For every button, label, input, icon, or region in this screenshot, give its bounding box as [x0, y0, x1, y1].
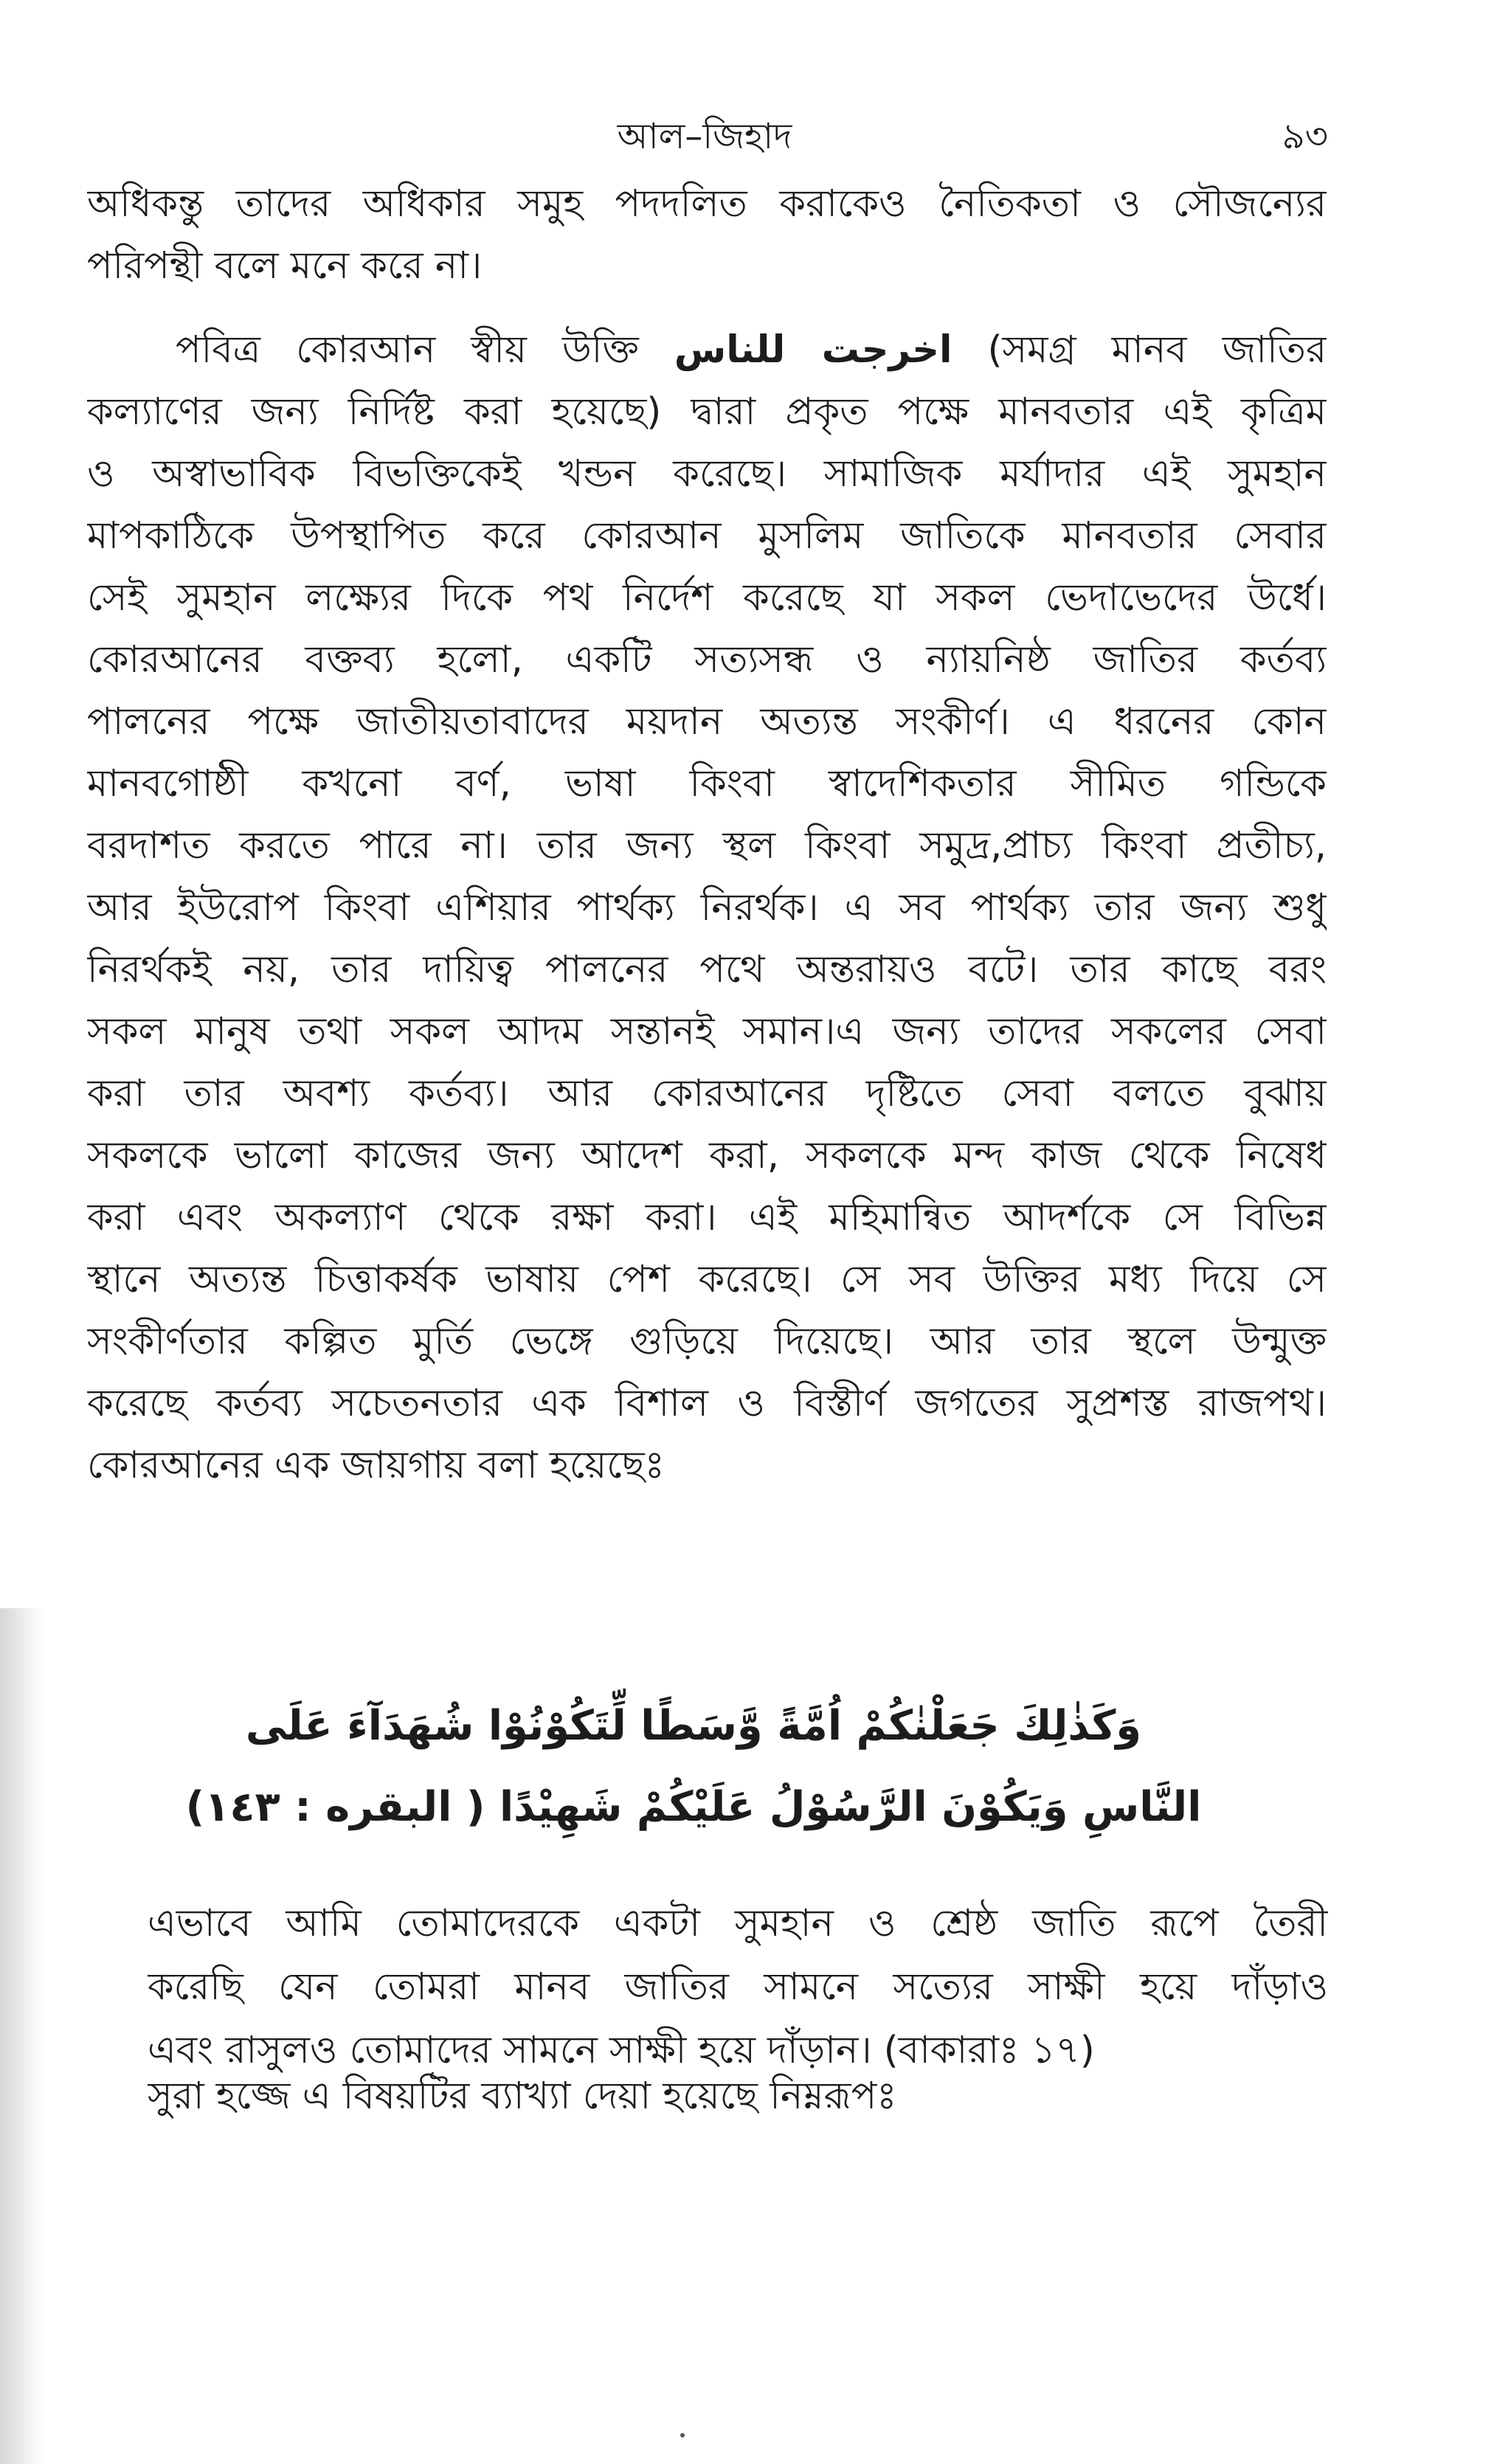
- running-title: আল–জিহাদ: [617, 116, 792, 157]
- text-line: মানবগোষ্ঠী কখনো বর্ণ, ভাষা কিংবা স্বাদেশিকতার সীমিত গন্ডিকে: [87, 762, 1327, 806]
- text-line: কোরআনের বক্তব্য হলো, একটি সত্যসন্ধ ও ন্যায়নিষ্ঠ জাতির কর্তব্য: [87, 638, 1327, 682]
- text-line: করেছে কর্তব্য সচেতনতার এক বিশাল ও বিস্তীর্ণ জগতের সুপ্রশস্ত রাজপথ।: [87, 1382, 1327, 1425]
- verse-translation: [148, 1892, 1328, 2083]
- print-speck: [680, 2433, 685, 2437]
- text-line: সুরা হজ্জে এ বিষয়টির ব্যাখ্যা দেয়া হয়েছে নিম্নরূপঃ: [148, 2074, 897, 2118]
- closing-paragraph: [148, 2066, 1328, 2128]
- text-line: করা তার অবশ্য কর্তব্য। আর কোরআনের দৃষ্টিতে সেবা বলতে বুঝায়: [87, 1072, 1327, 1115]
- text-line: পালনের পক্ষে জাতীয়তাবাদের ময়দান অত্যন্ত সংকীর্ণ। এ ধরনের কোন: [87, 700, 1327, 744]
- text-segment: (সমগ্র মানব জাতির: [987, 328, 1327, 372]
- text-line: বরদাশত করতে পারে না। তার জন্য স্থল কিংবা সমুদ্র,প্রাচ্য কিংবা প্রতীচ্য,: [87, 824, 1327, 868]
- text-segment: পবিত্র কোরআন স্বীয় উক্তি: [176, 328, 639, 372]
- page-number: ৯৩: [1282, 116, 1328, 157]
- text-line: করেছি যেন তোমরা মানব জাতির সামনে সত্যের সাক্ষী হয়ে দাঁড়াও: [148, 1965, 1328, 2009]
- text-line: সেই সুমহান লক্ষ্যের দিকে পথ নির্দেশ করেছে যা সকল ভেদাভেদের উর্ধে।: [87, 576, 1327, 620]
- text-line: ও অস্বাভাবিক বিভক্তিকেই খন্ডন করেছে। সামাজিক মর্যাদার এই সুমহান: [87, 452, 1327, 496]
- paragraph-gap: [87, 297, 1327, 319]
- text-line: অধিকন্তু তাদের অধিকার সমুহ পদদলিত করাকেও নৈতিকতা ও সৌজন্যের: [87, 182, 1327, 226]
- text-line: সকলকে ভালো কাজের জন্য আদেশ করা, সকলকে মন্দ কাজ থেকে নিষেধ: [87, 1134, 1327, 1177]
- text-line: এবং রাসুলও তোমাদের সামনে সাক্ষী হয়ে দাঁড়ান। (বাকারাঃ ১৭): [148, 2029, 1095, 2072]
- quran-verse: [148, 1686, 1239, 1848]
- text-line: আর ইউরোপ কিংবা এশিয়ার পার্থক্য নিরর্থক। এ সব পার্থক্য তার জন্য শুধু: [87, 886, 1327, 930]
- text-line: করা এবং অকল্যাণ থেকে রক্ষা করা। এই মহিমান্বিত আদর্শকে সে বিভিন্ন: [87, 1196, 1327, 1239]
- text-line: পরিপন্থী বলে মনে করে না।: [87, 244, 483, 288]
- running-header: [96, 107, 1328, 166]
- text-line: নিরর্থকই নয়, তার দায়িত্ব পালনের পথে অন্তরায়ও বটে। তার কাছে বরং: [87, 948, 1327, 992]
- text-line: কল্যাণের জন্য নির্দিষ্ট করা হয়েছে) দ্বারা প্রকৃত পক্ষে মানবতার এই কৃত্রিম: [87, 390, 1327, 434]
- page-gutter-shadow: [0, 1608, 44, 2464]
- text-line: স্থানে অত্যন্ত চিত্তাকর্ষক ভাষায় পেশ করেছে। সে সব উক্তির মধ্য দিয়ে সে: [87, 1258, 1327, 1301]
- text-line-with-arabic: [87, 319, 1327, 381]
- verse-line: وَكَذٰلِكَ جَعَلْنٰكُمْ اُمَّةً وَّسَطًا لِّتَكُوْنُوْا شُهَدَآءَ عَلَى: [245, 1702, 1142, 1750]
- text-line: এভাবে আমি তোমাদেরকে একটা সুমহান ও শ্রেষ্ঠ জাতি রূপে তৈরী: [148, 1902, 1328, 1945]
- text-line: মাপকাঠিকে উপস্থাপিত করে কোরআন মুসলিম জাতিকে মানবতার সেবার: [87, 514, 1327, 558]
- text-line: সংকীর্ণতার কল্পিত মুর্তি ভেঙ্গে গুড়িয়ে দিয়েছে। আর তার স্থলে উন্মুক্ত: [87, 1320, 1327, 1363]
- text-line: কোরআনের এক জায়গায় বলা হয়েছেঃ: [87, 1444, 665, 1487]
- body-text: [87, 173, 1327, 1497]
- text-line: সকল মানুষ তথা সকল আদম সন্তানই সমান।এ জন্য তাদের সকলের সেবা: [87, 1010, 1327, 1053]
- arabic-quote: اخرجت للناس: [674, 328, 952, 372]
- verse-line: النَّاسِ وَيَكُوْنَ الرَّسُوْلُ عَلَيْكُمْ شَهِيْدًا ( البقره : ١٤٣): [185, 1783, 1202, 1831]
